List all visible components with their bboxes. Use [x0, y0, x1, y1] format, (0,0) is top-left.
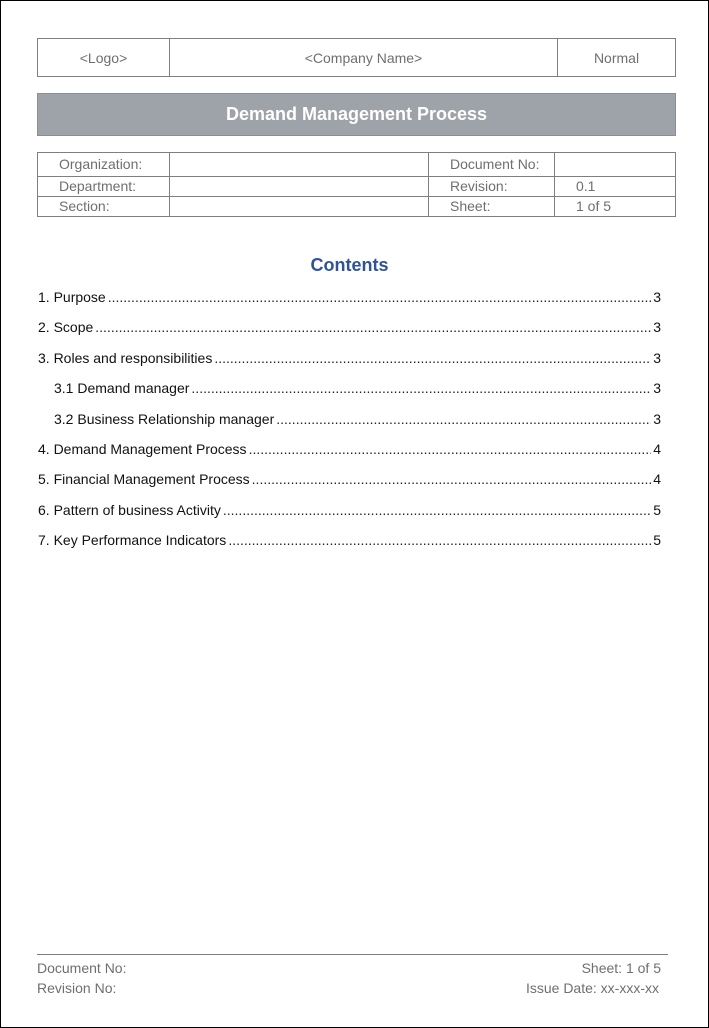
toc-page-number: 3 — [653, 349, 661, 366]
toc-leader-dots — [228, 532, 651, 548]
toc-entry-scope[interactable] — [38, 319, 661, 349]
section-label: Section: — [38, 197, 170, 217]
toc-entry-label: 7. Key Performance Indicators — [38, 532, 227, 549]
revision-label: Revision: — [429, 177, 555, 197]
toc-entry-label: 3. Roles and responsibilities — [38, 349, 213, 366]
footer-revision-no: Revision No: — [37, 980, 117, 996]
footer-issue-date: Issue Date: xx-xxx-xx — [525, 980, 659, 996]
toc-entry-label: 6. Pattern of business Activity — [38, 501, 221, 518]
toc-leader-dots — [252, 471, 652, 487]
toc-entry-roles[interactable] — [38, 350, 661, 380]
toc-page-number: 3 — [653, 380, 661, 397]
toc-leader-dots — [95, 319, 651, 335]
toc-entry-label: 4. Demand Management Process — [38, 440, 247, 457]
toc-entry-purpose[interactable] — [38, 289, 661, 319]
toc-leader-dots — [108, 289, 651, 305]
toc-page-number: 5 — [653, 532, 661, 549]
company-name: <Company Name> — [170, 39, 558, 77]
section-value — [170, 197, 429, 217]
toc-entry-key-performance-indicators[interactable] — [38, 532, 661, 562]
toc-leader-dots — [249, 441, 652, 457]
footer-divider — [37, 954, 668, 955]
toc-entry-label: 5. Financial Management Process — [38, 471, 250, 488]
document-info-table — [37, 152, 676, 217]
logo-placeholder: <Logo> — [38, 39, 170, 77]
header-table — [37, 38, 676, 77]
document-title: Demand Management Process — [37, 93, 676, 136]
toc-leader-dots — [191, 380, 651, 396]
toc-page-number: 3 — [653, 410, 661, 427]
table-of-contents — [38, 289, 661, 563]
toc-page-number: 5 — [653, 501, 661, 518]
footer-sheet: Sheet: 1 of 5 — [581, 960, 661, 976]
toc-page-number: 4 — [653, 440, 661, 457]
revision-value: 0.1 — [555, 177, 676, 197]
toc-entry-pattern-of-business-activity[interactable] — [38, 502, 661, 532]
toc-entry-label: 3.1 Demand manager — [54, 380, 190, 397]
document-status: Normal — [558, 39, 676, 77]
toc-entry-label: 3.2 Business Relationship manager — [54, 410, 275, 427]
toc-leader-dots — [276, 411, 651, 427]
organization-label: Organization: — [38, 153, 170, 177]
toc-page-number: 3 — [653, 319, 661, 336]
toc-page-number: 4 — [653, 471, 661, 488]
toc-entry-business-relationship-manager[interactable] — [38, 411, 661, 441]
department-label: Department: — [38, 177, 170, 197]
document-no-value — [555, 153, 676, 177]
toc-entry-demand-management-process[interactable] — [38, 441, 661, 471]
toc-leader-dots — [214, 350, 651, 366]
toc-entry-financial-management-process[interactable] — [38, 471, 661, 501]
organization-value — [170, 153, 429, 177]
toc-entry-label: 2. Scope — [38, 319, 94, 336]
toc-leader-dots — [223, 502, 651, 518]
toc-entry-label: 1. Purpose — [38, 289, 106, 305]
department-value — [170, 177, 429, 197]
toc-entry-demand-manager[interactable] — [38, 380, 661, 410]
toc-page-number: 3 — [653, 289, 661, 305]
contents-heading: Contents — [310, 255, 389, 275]
footer-document-no: Document No: — [37, 960, 127, 976]
sheet-label: Sheet: — [429, 197, 555, 217]
sheet-value: 1 of 5 — [555, 197, 676, 217]
document-no-label: Document No: — [429, 153, 555, 177]
